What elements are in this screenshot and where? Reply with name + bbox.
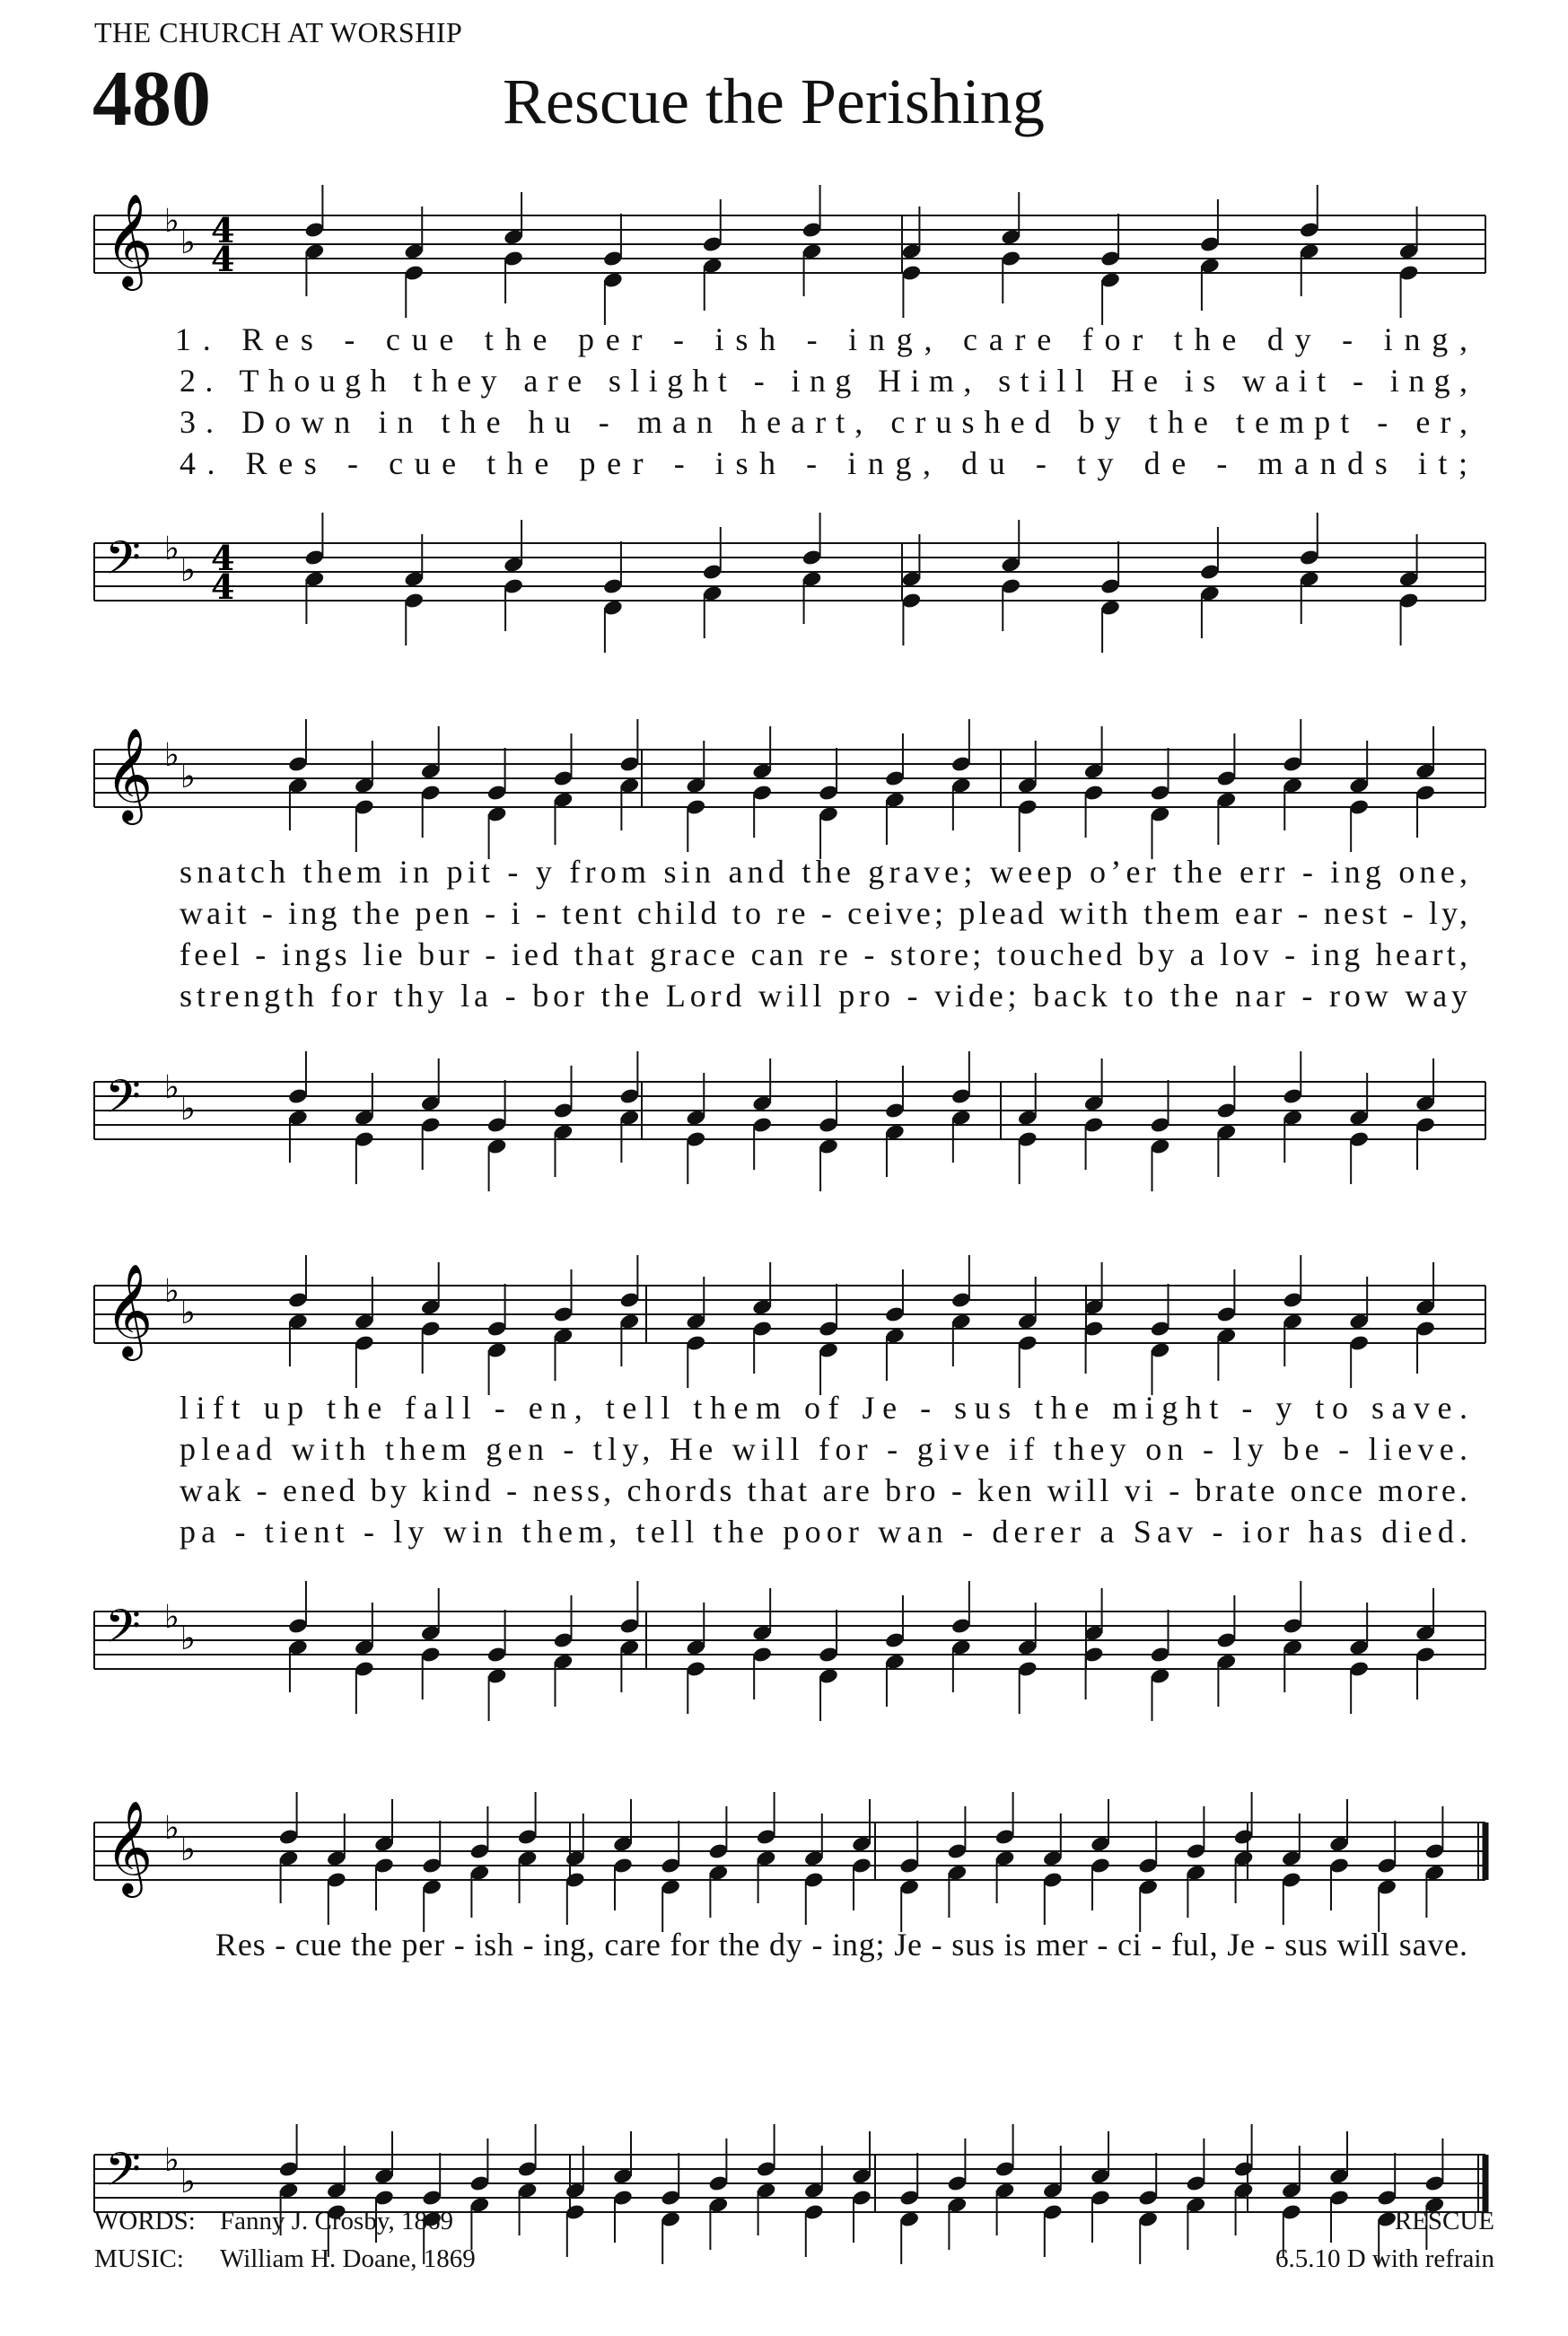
lyric-syllable: will bbox=[746, 978, 822, 1014]
lyric-syllable: - bbox=[1272, 936, 1296, 972]
lyric-syllable: lov bbox=[1207, 936, 1269, 972]
lyric-syllable: on bbox=[1131, 1431, 1184, 1467]
lyric-syllable: the bbox=[699, 1514, 765, 1550]
lyric-syllable: wait bbox=[180, 895, 247, 931]
lyric-syllable: - bbox=[324, 321, 355, 357]
lyric-syllable: - bbox=[939, 1472, 962, 1508]
lyric-syllable: - bbox=[266, 1927, 286, 1963]
bass-clef-icon: 𝄢 bbox=[105, 531, 141, 596]
lyric-syllable: derer bbox=[978, 1514, 1082, 1550]
lyric-line bbox=[180, 1390, 1467, 1426]
lyric-syllable: ty bbox=[1057, 445, 1114, 481]
lyric-syllable: pa bbox=[180, 1514, 216, 1550]
lyric-syllable: slight bbox=[591, 363, 727, 399]
lyric-syllable: in bbox=[386, 854, 430, 890]
lyric-syllable: them bbox=[1131, 895, 1220, 931]
lyric-syllable: cue bbox=[369, 445, 457, 481]
lyric-syllable: might bbox=[1096, 1390, 1219, 1426]
lyric-syllable: - bbox=[492, 978, 516, 1014]
lyric-syllable: win bbox=[429, 1514, 504, 1550]
lyric-syllable: - bbox=[472, 895, 496, 931]
lyric-syllable: tell bbox=[622, 1514, 695, 1550]
lyric-syllable: tempt bbox=[1217, 404, 1350, 440]
lyric-syllable: has bbox=[1294, 1514, 1362, 1550]
lyric-syllable: can bbox=[739, 936, 804, 972]
lyric-syllable: with bbox=[277, 1431, 366, 1467]
lyric-syllable: ing bbox=[1299, 936, 1361, 972]
lyric-syllable: - bbox=[1390, 895, 1414, 931]
lyric-syllable: bor bbox=[520, 978, 584, 1014]
lyric-syllable: - bbox=[523, 895, 547, 931]
lyric-syllable: plead bbox=[180, 1431, 273, 1467]
lyric-syllable: pen bbox=[403, 895, 469, 931]
treble-clef-icon: 𝄞 bbox=[105, 1800, 153, 1894]
lyric-syllable: Res bbox=[215, 1927, 266, 1963]
lyric-syllable: Him, bbox=[860, 363, 972, 399]
lyric-syllable: the bbox=[467, 445, 549, 481]
lyric-syllable: en, bbox=[512, 1390, 583, 1426]
lyric-syllable: ly, bbox=[1416, 895, 1468, 931]
hymn-number: 480 bbox=[92, 56, 211, 143]
lyric-syllable: bur bbox=[406, 936, 469, 972]
lyric-syllable: a bbox=[1178, 936, 1204, 972]
flat-icon: ♭ bbox=[164, 531, 180, 567]
lyric-syllable: by bbox=[1126, 936, 1175, 972]
lyric-syllable: Lord bbox=[653, 978, 742, 1014]
lyric-syllable: that bbox=[735, 1472, 808, 1508]
lyric-syllable: more. bbox=[1366, 1472, 1467, 1508]
lyric-syllable: plead bbox=[947, 895, 1044, 931]
lyric-syllable: chords bbox=[615, 1472, 732, 1508]
flat-icon: ♭ bbox=[180, 2164, 196, 2200]
lyric-syllable: by bbox=[1060, 404, 1121, 440]
lyric-syllable: is bbox=[1167, 363, 1216, 399]
lyric-syllable: for bbox=[661, 1927, 710, 1963]
lyric-syllable: tly, bbox=[579, 1431, 651, 1467]
lyric-syllable: y bbox=[522, 854, 552, 890]
lyric-syllable: them bbox=[290, 854, 382, 890]
lyric-syllable: to bbox=[1111, 978, 1154, 1014]
lyric-syllable: the bbox=[311, 1390, 382, 1426]
music-composer: William H. Doane, 1869 bbox=[220, 2244, 476, 2273]
flat-icon: ♭ bbox=[180, 1831, 196, 1868]
lyric-syllable: du bbox=[942, 445, 1005, 481]
lyric-syllable: are bbox=[810, 1472, 870, 1508]
lyric-syllable: once bbox=[1278, 1472, 1362, 1508]
lyric-syllable: ish bbox=[695, 321, 776, 357]
lyric-syllable: - bbox=[786, 321, 818, 357]
lyric-syllable: gen bbox=[472, 1431, 544, 1467]
lyric-syllable: ful, bbox=[1162, 1927, 1218, 1963]
lyric-syllable: feel bbox=[180, 936, 240, 972]
lyric-syllable: died. bbox=[1368, 1514, 1467, 1550]
lyric-syllable: touched bbox=[985, 936, 1123, 972]
tune-name: RESCUE bbox=[1394, 2207, 1494, 2235]
lyric-syllable: brate bbox=[1183, 1472, 1275, 1508]
lyric-syllable: - bbox=[948, 1514, 973, 1550]
lyric-syllable: tient bbox=[250, 1514, 345, 1550]
lyric-syllable: the bbox=[1154, 321, 1237, 357]
lyric-syllable: i bbox=[499, 895, 521, 931]
lyric-syllable: save. bbox=[1355, 1390, 1467, 1426]
lyric-syllable: ied bbox=[499, 936, 559, 972]
lyric-syllable: per bbox=[558, 321, 643, 357]
lyric-line bbox=[180, 404, 1467, 440]
lyric-syllable: - bbox=[1142, 1927, 1162, 1963]
time-signature: 4 bbox=[211, 210, 235, 250]
lyric-syllable: ing, bbox=[534, 1927, 595, 1963]
lyric-syllable: ing bbox=[1318, 854, 1381, 890]
lyric-syllable: they bbox=[1039, 1431, 1126, 1467]
lyric-syllable: He bbox=[1093, 363, 1158, 399]
lyric-syllable: per bbox=[392, 1927, 445, 1963]
lyric-syllable: care bbox=[943, 321, 1052, 357]
flat-icon: ♭ bbox=[180, 552, 196, 589]
lyric-syllable: the bbox=[340, 895, 400, 931]
lyric-syllable: lie bbox=[350, 936, 403, 972]
lyric-syllable: - bbox=[736, 363, 765, 399]
lyric-syllable: hu bbox=[510, 404, 571, 440]
lyric-syllable: to bbox=[1299, 1390, 1348, 1426]
lyric-line bbox=[180, 445, 1467, 481]
lyric-syllable: sin bbox=[651, 854, 711, 890]
lyric-syllable: 4. Res bbox=[180, 445, 317, 481]
flat-icon: ♭ bbox=[180, 1091, 196, 1128]
lyric-syllable: ened bbox=[270, 1472, 355, 1508]
lyric-line bbox=[180, 854, 1467, 890]
time-signature: 4 bbox=[211, 239, 235, 279]
lyric-syllable: ci bbox=[1108, 1927, 1142, 1963]
lyric-syllable: ish bbox=[696, 445, 776, 481]
lyric-syllable: way bbox=[1392, 978, 1467, 1014]
lyric-syllable: la bbox=[448, 978, 488, 1014]
words-credit bbox=[94, 2207, 453, 2236]
lyric-syllable: the bbox=[423, 404, 501, 440]
lyric-syllable: - bbox=[802, 1927, 823, 1963]
lyric-syllable: crushed bbox=[872, 404, 1051, 440]
lyric-syllable: - bbox=[1157, 1472, 1180, 1508]
lyric-syllable: to bbox=[720, 895, 762, 931]
lyric-line bbox=[215, 1927, 1467, 1963]
lyric-syllable: by bbox=[358, 1472, 407, 1508]
lyric-syllable: row bbox=[1317, 978, 1388, 1014]
lyric-syllable: ing, bbox=[1363, 321, 1467, 357]
lyric-syllable: are bbox=[505, 363, 583, 399]
lyric-syllable: give bbox=[903, 1431, 990, 1467]
lyric-syllable: ken bbox=[965, 1472, 1032, 1508]
lyric-syllable: cue bbox=[366, 321, 454, 357]
lyric-syllable: - bbox=[244, 1472, 267, 1508]
lyric-syllable: ing bbox=[774, 363, 852, 399]
lyric-syllable: ly bbox=[380, 1514, 425, 1550]
treble-clef-icon: 𝄞 bbox=[105, 727, 153, 821]
lyric-syllable: lift bbox=[180, 1390, 241, 1426]
lyric-syllable: nar bbox=[1222, 978, 1285, 1014]
time-signature: 4 bbox=[211, 538, 235, 578]
treble-clef-icon: 𝄞 bbox=[105, 1263, 153, 1357]
lyric-syllable: - bbox=[328, 445, 358, 481]
lyric-syllable: - bbox=[1016, 445, 1047, 481]
lyric-syllable: save. bbox=[1389, 1927, 1467, 1963]
lyric-syllable: - bbox=[1359, 404, 1388, 440]
flat-icon: ♭ bbox=[164, 1273, 180, 1310]
lyric-syllable: nest bbox=[1311, 895, 1388, 931]
lyric-syllable: be bbox=[1269, 1431, 1319, 1467]
lyric-syllable: tent bbox=[549, 895, 622, 931]
flat-icon: ♭ bbox=[164, 1599, 180, 1636]
lyric-syllable: they bbox=[395, 363, 497, 399]
flat-icon: ♭ bbox=[180, 759, 196, 795]
lyric-syllable: weep bbox=[977, 854, 1073, 890]
words-author: Fanny J. Crosby, 1869 bbox=[220, 2207, 453, 2235]
lyric-syllable: heart, bbox=[1363, 936, 1467, 972]
lyric-syllable: - bbox=[786, 445, 818, 481]
flat-icon: ♭ bbox=[164, 2142, 180, 2179]
lyric-syllable: kind bbox=[410, 1472, 491, 1508]
hymn-title: Rescue the Perishing bbox=[503, 66, 1045, 137]
lyric-syllable: ear bbox=[1222, 895, 1283, 931]
lyric-syllable: from bbox=[556, 854, 647, 890]
lyric-syllable: - bbox=[1255, 1927, 1275, 1963]
lyric-syllable: er, bbox=[1397, 404, 1467, 440]
lyric-syllable: the bbox=[1018, 1390, 1090, 1426]
lyric-syllable: 1. Res bbox=[175, 321, 313, 357]
lyric-syllable: pro bbox=[826, 978, 890, 1014]
lyric-line bbox=[180, 1431, 1467, 1467]
lyric-syllable: - bbox=[1285, 895, 1309, 931]
lyric-syllable: Je bbox=[1218, 1927, 1256, 1963]
lyric-syllable: heart, bbox=[723, 404, 863, 440]
lyric-syllable: the bbox=[1157, 978, 1219, 1014]
lyric-syllable: in bbox=[360, 404, 414, 440]
lyric-syllable: sus bbox=[938, 1390, 1012, 1426]
lyric-syllable: - bbox=[1196, 445, 1228, 481]
lyric-syllable: - bbox=[349, 1514, 374, 1550]
section-title: THE CHURCH AT WORSHIP bbox=[94, 16, 463, 48]
lyric-syllable: still bbox=[980, 363, 1084, 399]
lyric-syllable: - bbox=[653, 321, 685, 357]
flat-icon: ♭ bbox=[164, 737, 180, 774]
lyric-syllable: for bbox=[318, 978, 378, 1014]
lyric-syllable: snatch bbox=[180, 854, 286, 890]
flat-icon: ♭ bbox=[164, 203, 180, 240]
lyric-syllable: ing; bbox=[823, 1927, 885, 1963]
lyric-syllable: pit bbox=[434, 854, 490, 890]
lyric-syllable: them bbox=[371, 1431, 467, 1467]
lyric-syllable: - bbox=[444, 1927, 465, 1963]
lyric-syllable: them bbox=[677, 1390, 781, 1426]
music-label: MUSIC: bbox=[94, 2244, 184, 2273]
lyric-syllable: - bbox=[1289, 978, 1313, 1014]
lyric-syllable: per bbox=[559, 445, 644, 481]
lyric-syllable: a bbox=[1086, 1514, 1115, 1550]
lyric-syllable: - bbox=[1335, 363, 1363, 399]
lyric-syllable: up bbox=[248, 1390, 304, 1426]
lyric-syllable: - bbox=[472, 936, 496, 972]
meter: 6.5.10 D with refrain bbox=[1275, 2244, 1494, 2273]
lyric-syllable: - bbox=[1289, 854, 1313, 890]
lyric-syllable: for bbox=[1062, 321, 1143, 357]
bass-clef-icon: 𝄢 bbox=[105, 1599, 141, 1664]
lyric-syllable: store; bbox=[878, 936, 982, 972]
lyric-syllable: Je bbox=[885, 1927, 923, 1963]
lyric-syllable: man bbox=[618, 404, 713, 440]
lyric-syllable: ings bbox=[269, 936, 347, 972]
lyric-syllable: with bbox=[1047, 895, 1128, 931]
lyric-syllable: Je bbox=[846, 1390, 898, 1426]
lyric-syllable: - bbox=[243, 936, 267, 972]
flat-icon: ♭ bbox=[180, 224, 196, 261]
bass-clef-icon: 𝄢 bbox=[105, 2142, 141, 2208]
lyric-syllable: vi bbox=[1112, 1472, 1153, 1508]
lyric-syllable: that bbox=[562, 936, 635, 972]
lyric-syllable: - bbox=[513, 1927, 534, 1963]
lyric-syllable: dy bbox=[760, 1927, 802, 1963]
lyric-syllable: the bbox=[1160, 854, 1222, 890]
treble-clef-icon: 𝄞 bbox=[105, 193, 153, 287]
lyric-syllable: re bbox=[807, 936, 848, 972]
lyric-syllable: mer bbox=[1027, 1927, 1088, 1963]
lyric-syllable: ly bbox=[1219, 1431, 1264, 1467]
lyric-syllable: and bbox=[715, 854, 784, 890]
lyric-syllable: the bbox=[789, 854, 851, 890]
lyric-syllable: is bbox=[994, 1927, 1027, 1963]
lyric-syllable: vide; bbox=[922, 978, 1017, 1014]
lyric-syllable: - bbox=[872, 1431, 898, 1467]
lyric-syllable: - bbox=[1322, 321, 1353, 357]
lyric-syllable: err bbox=[1226, 854, 1285, 890]
lyric-syllable: ing, bbox=[828, 445, 932, 481]
lyric-syllable: wan bbox=[864, 1514, 943, 1550]
lyric-syllable: ing, bbox=[1372, 363, 1467, 399]
lyric-syllable: bro bbox=[872, 1472, 936, 1508]
lyric-syllable: - bbox=[894, 978, 918, 1014]
lyric-syllable: - bbox=[1225, 1390, 1253, 1426]
lyric-syllable: care bbox=[595, 1927, 661, 1963]
lyric-syllable: ing, bbox=[828, 321, 933, 357]
lyric-syllable: - bbox=[922, 1927, 942, 1963]
lyric-syllable: lieve. bbox=[1354, 1431, 1468, 1467]
flat-icon: ♭ bbox=[180, 1295, 196, 1331]
lyric-syllable: 2. Though bbox=[180, 363, 387, 399]
lyric-syllable: sus bbox=[942, 1927, 994, 1963]
lyric-line bbox=[180, 363, 1467, 399]
lyric-syllable: mands bbox=[1238, 445, 1388, 481]
lyric-syllable: it; bbox=[1398, 445, 1467, 481]
lyric-syllable: - bbox=[495, 854, 519, 890]
lyric-syllable: of bbox=[788, 1390, 839, 1426]
lyric-syllable: thy bbox=[381, 978, 444, 1014]
lyric-syllable: grace bbox=[637, 936, 736, 972]
lyric-syllable: re bbox=[765, 895, 806, 931]
lyric-syllable: the bbox=[465, 321, 547, 357]
lyric-syllable: back bbox=[1021, 978, 1108, 1014]
music-credit bbox=[94, 2244, 476, 2274]
lyric-syllable: the bbox=[1130, 404, 1208, 440]
time-signature: 4 bbox=[211, 566, 235, 607]
lyric-line bbox=[175, 321, 1467, 357]
lyric-syllable: will bbox=[718, 1431, 800, 1467]
lyric-syllable: o’er bbox=[1076, 854, 1156, 890]
lyric-syllable: them, bbox=[508, 1514, 618, 1550]
lyric-syllable: will bbox=[1327, 1927, 1390, 1963]
lyric-syllable: ish bbox=[465, 1927, 514, 1963]
lyric-syllable: cue bbox=[286, 1927, 342, 1963]
lyric-syllable: - bbox=[904, 1390, 932, 1426]
flat-icon: ♭ bbox=[164, 1810, 180, 1847]
lyric-syllable: dy bbox=[1248, 321, 1311, 357]
lyric-syllable: - bbox=[478, 1390, 505, 1426]
bass-clef-icon: 𝄢 bbox=[105, 1069, 141, 1135]
lyric-syllable: - bbox=[1188, 1431, 1213, 1467]
lyric-syllable: the bbox=[588, 978, 650, 1014]
words-label: WORDS: bbox=[94, 2207, 196, 2235]
lyric-syllable: - bbox=[250, 895, 273, 931]
lyric-syllable: de bbox=[1125, 445, 1187, 481]
lyric-line bbox=[180, 895, 1467, 931]
lyric-syllable: - bbox=[1088, 1927, 1108, 1963]
lyric-syllable: ceive; bbox=[836, 895, 943, 931]
lyric-syllable: - bbox=[494, 1472, 518, 1508]
lyric-syllable: tell bbox=[590, 1390, 670, 1426]
lyric-syllable: - bbox=[549, 1431, 574, 1467]
lyric-line bbox=[180, 978, 1467, 1014]
lyric-syllable: - bbox=[654, 445, 685, 481]
lyric-syllable: - bbox=[580, 404, 609, 440]
flat-icon: ♭ bbox=[164, 1069, 180, 1106]
lyric-line bbox=[180, 1472, 1467, 1508]
lyric-syllable: ness, bbox=[521, 1472, 612, 1508]
lyric-syllable: y bbox=[1259, 1390, 1292, 1426]
lyric-syllable: sus bbox=[1275, 1927, 1327, 1963]
lyric-syllable: 3. Down bbox=[180, 404, 351, 440]
lyric-syllable: strength bbox=[180, 978, 314, 1014]
lyric-line bbox=[180, 1514, 1467, 1550]
lyric-syllable: fall bbox=[389, 1390, 471, 1426]
lyric-syllable: one, bbox=[1386, 854, 1468, 890]
lyric-syllable: Sav bbox=[1119, 1514, 1194, 1550]
lyric-syllable: - bbox=[852, 936, 875, 972]
lyric-syllable: wait bbox=[1224, 363, 1327, 399]
lyric-syllable: for bbox=[804, 1431, 868, 1467]
lyric-line bbox=[180, 936, 1467, 972]
lyric-syllable: wak bbox=[180, 1472, 241, 1508]
lyric-syllable: grave; bbox=[855, 854, 973, 890]
lyric-syllable: - bbox=[1324, 1431, 1350, 1467]
lyric-syllable: will bbox=[1035, 1472, 1109, 1508]
lyric-syllable: child bbox=[625, 895, 717, 931]
lyric-syllable: - bbox=[221, 1514, 246, 1550]
lyric-syllable: if bbox=[994, 1431, 1035, 1467]
lyric-syllable: - bbox=[1198, 1514, 1223, 1550]
lyric-syllable: He bbox=[655, 1431, 714, 1467]
lyric-syllable: ing bbox=[276, 895, 337, 931]
flat-icon: ♭ bbox=[180, 1620, 196, 1657]
lyric-syllable: poor bbox=[769, 1514, 859, 1550]
lyric-syllable: the bbox=[342, 1927, 392, 1963]
lyric-syllable: the bbox=[709, 1927, 760, 1963]
lyric-syllable: ior bbox=[1228, 1514, 1290, 1550]
lyric-syllable: - bbox=[809, 895, 832, 931]
